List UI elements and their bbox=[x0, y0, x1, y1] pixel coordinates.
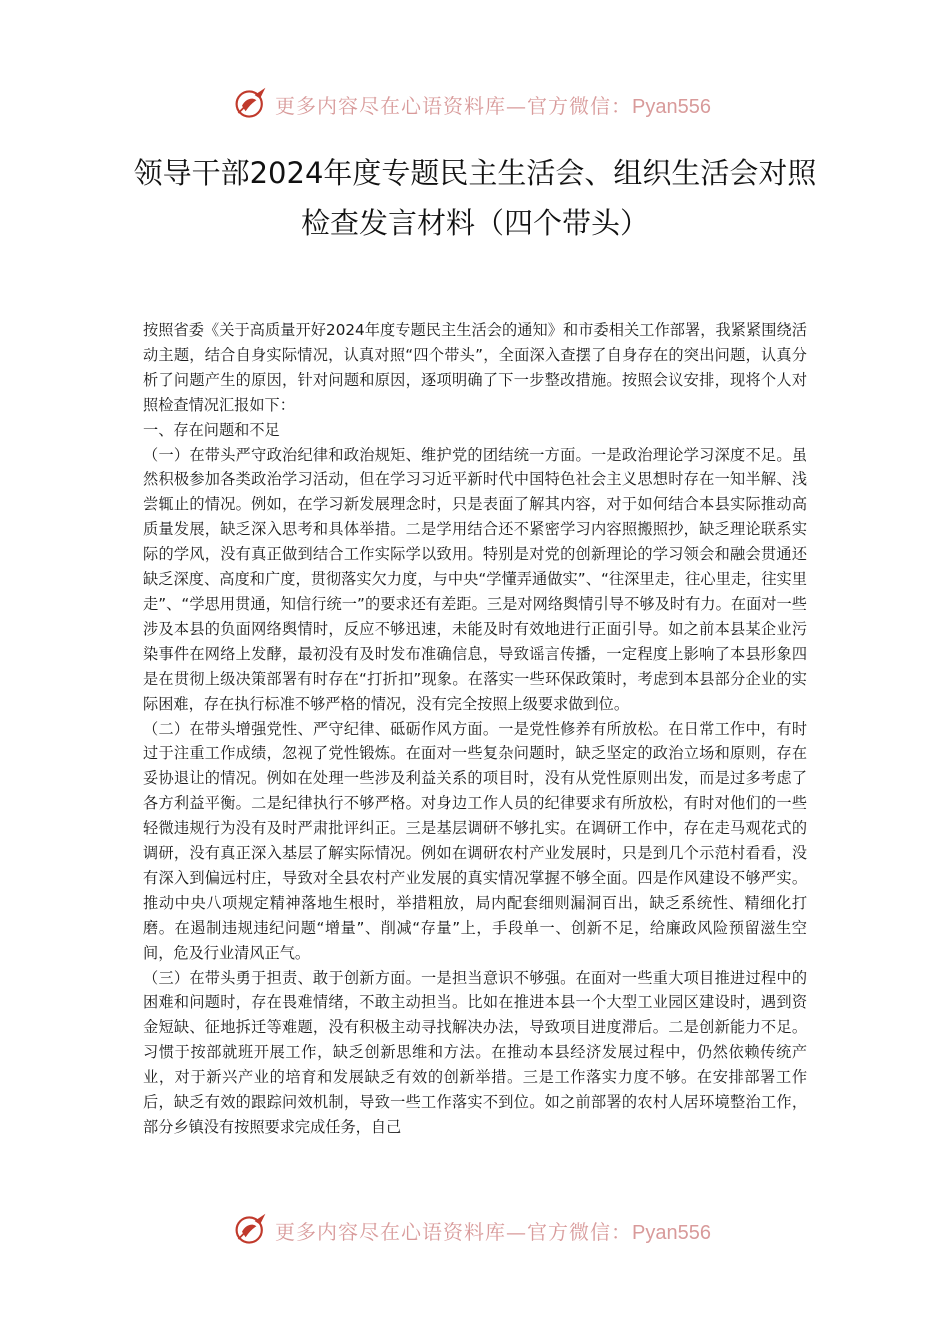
footer-watermark-banner bbox=[0, 1208, 950, 1252]
watermark-text bbox=[275, 90, 711, 119]
body-paragraph: （二）在带头增强党性、严守纪律、砥砺作风方面。一是党性修养有所放松。在日常工作中，有时过于注重工作成绩，忽视了党性锻炼。在面对一些复杂问题时，缺乏坚定的政治立场和原则，存在妥协退让的情况。例如在处理一些涉及利益关系的项目时，没有从党性原则出发，而是过多考虑了各方利益平衡。二是纪律执行不够严格。对身边工作人员的纪律要求有所放松，有时对他们的一些轻微违规行为没有及时严肃批评纠正。三是基层调研不够扎实。在调研工作中，存在走马观花式的调研，没有真正深入基层了解实际情况。例如在调研农村产业发展时，只是到几个示范村看看，没有深入到偏远村庄，导致对全县农村产业发展的真实情况掌握不够全面。四是作风建设不够严实。推动中央八项规定精神落地生根时，举措粗放，局内配套细则漏洞百出，缺乏系统性、精细化打磨。在遏制违规违纪问题“增量”、削减“存量”上，手段单一、创新不足，给廉政风险预留滋生空间，危及行业清风正气。 bbox=[143, 719, 807, 962]
body-paragraph: （一）在带头严守政治纪律和政治规矩、维护党的团结统一方面。一是政治理论学习深度不足。虽然积极参加各类政治学习活动，但在学习习近平新时代中国特色社会主义思想时存在一知半解、浅尝辄止的情况。例如，在学习新发展理念时，只是表面了解其内容，对于如何结合本县实际推动高质量发展，缺乏深入思考和具体举措。二是学用结合还不紧密学习内容照搬照抄，缺乏理论联系实际的学风，没有真正做到结合工作实际学以致用。特别是对党的创新理论的学习领会和融会贯通还缺乏深度、高度和广度，贯彻落实欠力度，与中央“学懂弄通做实”、“往深里走，往心里走，往实里走”、“学思用贯通，知信行统一”的要求还有差距。三是对网络舆情引导不够及时有力。在面对一些涉及本县的负面网络舆情时，反应不够迅速，未能及时有效地进行正面引导。如之前本县某企业污染事件在网络上发酵，最初没有及时发布准确信息，导致谣言传播，一定程度上影响了本县形象四是在贯彻上级决策部署有时存在“打折扣”现象。在落实一些环保政策时，考虑到本县部分企业的实际困难，存在执行标准不够严格的情况，没有完全按照上级要求做到位。 bbox=[143, 445, 807, 713]
watermark-label: 更多内容尽在心语资料库—官方微信： bbox=[275, 1219, 633, 1244]
pen-logo-icon bbox=[233, 86, 269, 122]
pen-logo-icon bbox=[233, 1212, 269, 1248]
section-heading: 一、存在问题和不足 bbox=[143, 420, 280, 439]
header-watermark-banner bbox=[0, 82, 950, 126]
document-title: 领导干部2024年度专题民主生活会、组织生活会对照检查发言材料（四个带头） bbox=[133, 156, 817, 240]
watermark-text bbox=[275, 1216, 711, 1245]
watermark-label: 更多内容尽在心语资料库—官方微信： bbox=[275, 93, 633, 118]
wechat-id: Pyan556 bbox=[632, 1221, 711, 1244]
document-body bbox=[143, 318, 807, 1140]
body-paragraph: （三）在带头勇于担责、敢于创新方面。一是担当意识不够强。在面对一些重大项目推进过程中的困难和问题时，存在畏难情绪，不敢主动担当。比如在推进本县一个大型工业园区建设时，遇到资金短缺、征地拆迁等难题，没有积极主动寻找解决办法，导致项目进度滞后。二是创新能力不足。习惯于按部就班开展工作，缺乏创新思维和方法。在推动本县经济发展过程中，仍然依赖传统产业，对于新兴产业的培育和发展缺乏有效的创新举措。三是工作落实力度不够。在安排部署工作后，缺乏有效的跟踪问效机制，导致一些工作落实不到位。如之前部署的农村人居环境整治工作，部分乡镇没有按照要求完成任务，自己 bbox=[143, 968, 807, 1136]
wechat-id: Pyan556 bbox=[632, 95, 711, 118]
intro-paragraph: 按照省委《关于高质量开好2024年度专题民主生活会的通知》和市委相关工作部署，我紧紧围绕活动主题，结合自身实际情况，认真对照“四个带头”，全面深入查摆了自身存在的突出问题，认真分析了问题产生的原因，针对问题和原因，逐项明确了下一步整改措施。按照会议安排，现将个人对照检查情况汇报如下： bbox=[143, 321, 807, 414]
